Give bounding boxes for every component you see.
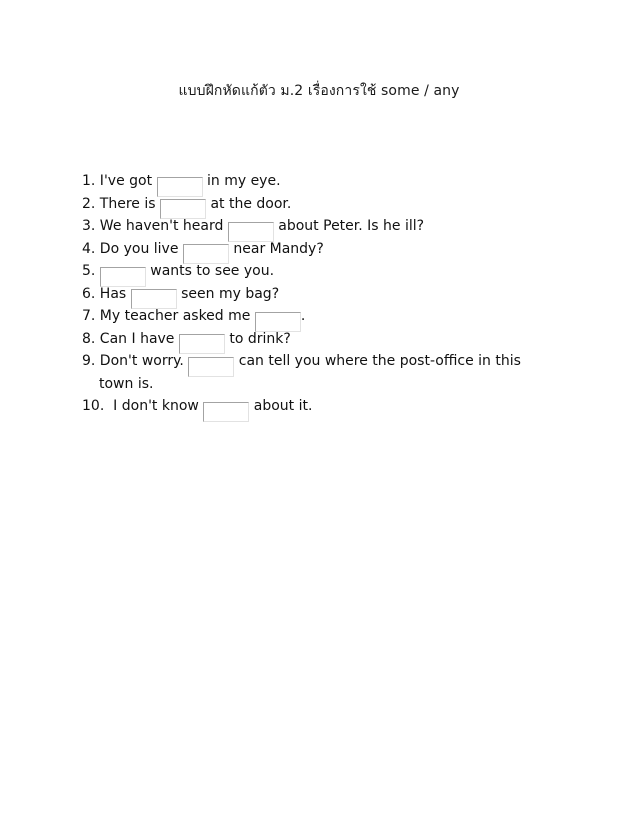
question-number: 5. — [82, 263, 96, 279]
question-text-before: Do you live — [95, 240, 183, 257]
question-number: 1. — [82, 173, 96, 189]
question-text-before: I've got — [95, 173, 157, 189]
question-text-after: seen my bag? — [176, 285, 280, 302]
question-10 — [82, 395, 582, 418]
question-3 — [82, 215, 582, 238]
question-number: 9. — [82, 353, 96, 369]
question-text-before: There is — [95, 195, 160, 212]
question-number: 4. — [82, 240, 96, 257]
question-number: 2. — [82, 195, 96, 212]
answer-blank-9[interactable] — [188, 357, 234, 377]
question-text-before: Has — [95, 285, 131, 302]
question-number: 7. — [82, 308, 96, 324]
question-number: 8. — [82, 330, 96, 347]
question-text-before: Don't worry. — [95, 353, 189, 369]
page-title: แบบฝึกหัดแก้ตัว ม.2 เรื่องการใช้ some / any — [178, 83, 460, 99]
question-number: 6. — [82, 285, 96, 302]
question-6 — [82, 283, 582, 306]
question-9 — [82, 350, 582, 373]
question-text-after: near Mandy? — [228, 240, 324, 257]
question-text-before: We haven't heard — [95, 218, 228, 234]
question-9-continuation: town is. — [99, 375, 154, 392]
question-text-after: in my eye. — [202, 173, 281, 189]
question-2 — [82, 193, 582, 216]
question-text-after: about it. — [249, 398, 313, 414]
question-text-after: can tell you where the post-office in this — [234, 353, 521, 369]
question-number: 10. — [82, 398, 105, 414]
answer-blank-10[interactable] — [203, 402, 249, 422]
question-text-before: My teacher asked me — [95, 308, 255, 324]
question-text-after: at the door. — [206, 195, 292, 212]
question-text-after: . — [300, 308, 306, 324]
question-text-after: about Peter. Is he ill? — [273, 218, 425, 234]
question-number: 3. — [82, 218, 96, 234]
exercise-list — [82, 170, 582, 418]
question-text-after: to drink? — [224, 330, 291, 347]
question-text-before: Can I have — [95, 330, 179, 347]
question-text-after: wants to see you. — [145, 263, 275, 279]
question-5 — [82, 260, 582, 283]
question-7 — [82, 305, 582, 328]
question-4 — [82, 238, 582, 261]
question-text-before: I don't know — [104, 398, 204, 414]
question-1 — [82, 170, 582, 193]
question-8 — [82, 328, 582, 351]
